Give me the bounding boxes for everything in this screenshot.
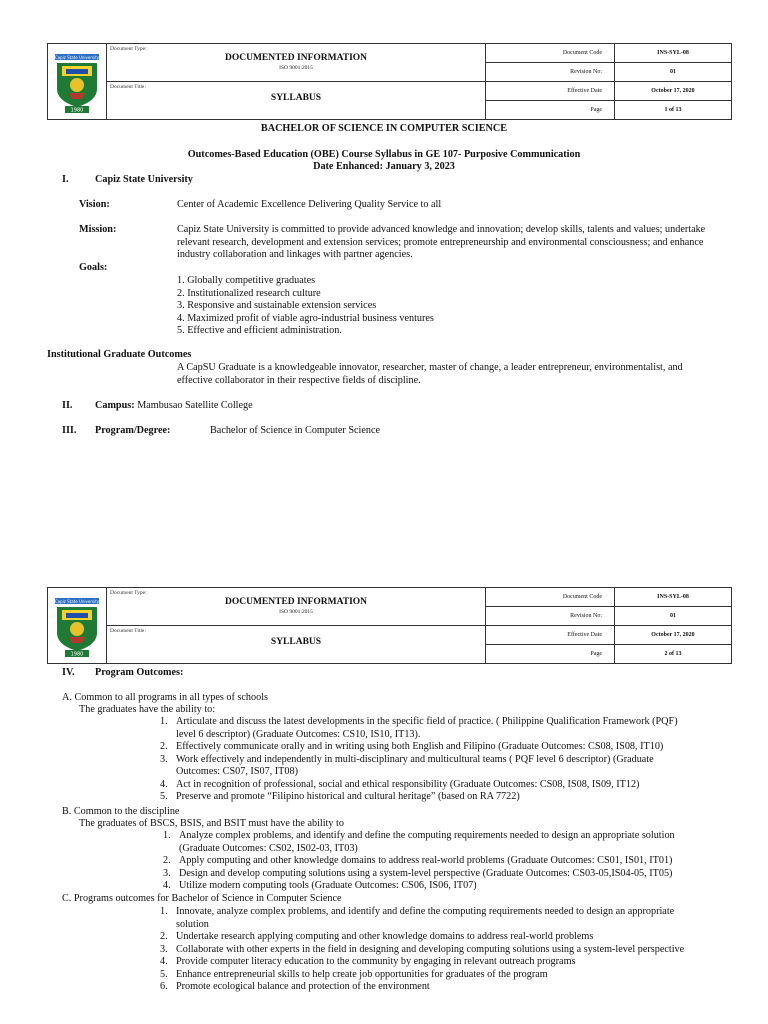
iso-standard: ISO 9001:2015 (279, 64, 313, 71)
outcome-text: level 6 descriptor) (Graduate Outcomes: CS10, IS10, IT13). (176, 728, 421, 740)
outcome-item (160, 944, 684, 957)
igo-line: effective collaborator in their respective fields of discipline. (177, 374, 421, 386)
campus-row (95, 400, 253, 413)
outcome-item (160, 956, 684, 969)
outcome-item (160, 981, 684, 994)
degree-title: BACHELOR OF SCIENCE IN COMPUTER SCIENCE (260, 123, 508, 134)
section-3-number: III. (62, 425, 77, 436)
outcome-number (160, 766, 176, 779)
page-label: Page (486, 101, 615, 120)
outcome-number: 3. (160, 943, 168, 955)
revision-value: 01 (615, 607, 732, 626)
outcome-number (160, 729, 176, 742)
outcome-item (160, 766, 678, 779)
mission-text (177, 224, 705, 262)
goals-label: Goals: (79, 262, 108, 273)
outcome-number: 1. (160, 906, 168, 917)
logo-text: Capiz State University (54, 54, 100, 60)
university-logo (48, 588, 107, 664)
outcome-text: Articulate and discuss the latest developments in the specific field of practice. ( Philippine Qualification Framework (PQF) (176, 716, 678, 727)
goal-item: 2. Institutionalized research culture (177, 287, 321, 299)
outcome-text: Preserve and promote “Filipino historical and cultural heritage” (based on RA 7722) (176, 791, 520, 802)
effective-date-label: Effective Date (486, 626, 615, 645)
section-1-number: I. (62, 174, 69, 185)
doc-code-value: INS-SYL-08 (615, 588, 732, 607)
outcome-number: 4. (163, 880, 171, 891)
mission-line: Capiz State University is committed to provide advanced knowledge and innovation; develop skills, talents and values; undertake (177, 224, 706, 235)
revision-label: Revision No: (486, 63, 615, 82)
syllabus-title: Outcomes-Based Education (OBE) Course Syllabus in GE 107- Purposive Communication (187, 149, 581, 160)
outcome-text: Innovate, analyze complex problems, and identify and define the computing requirements needed to design an appropriate (176, 906, 675, 917)
doc-code-value: INS-SYL-08 (615, 44, 732, 63)
logo-year: 1980 (70, 107, 84, 113)
effective-date-value: October 17, 2020 (615, 82, 732, 101)
outcomes-a-title: A. Common to all programs in all types of schools (62, 692, 268, 703)
doc-code-label: Document Code (486, 588, 615, 607)
outcome-number: 4. (160, 778, 168, 790)
outcome-item (163, 855, 675, 868)
outcomes-c-title: C. Programs outcomes for Bachelor of Science in Computer Science (62, 893, 342, 904)
section-1-title: Capiz State University (95, 174, 193, 185)
doc-type-cell (107, 44, 486, 82)
doc-code-label: Document Code (486, 44, 615, 63)
revision-value: 01 (615, 63, 732, 82)
outcomes-b-intro: The graduates of BSCS, BSIS, and BSIT must have the ability to (79, 818, 344, 829)
outcome-item (163, 880, 675, 893)
institutional-outcomes-label: Institutional Graduate Outcomes (47, 349, 192, 360)
doc-type-label: Document Type: (110, 590, 147, 596)
vision-text: Center of Academic Excellence Delivering Quality Service to all (177, 199, 442, 210)
document-header-page-2 (47, 587, 732, 664)
revision-label: Revision No: (486, 607, 615, 626)
outcome-text: Provide computer literacy education to the community by engaging in relevant outreach programs (176, 956, 576, 967)
page-number: 2 of 13 (615, 645, 732, 664)
outcome-number: 3. (163, 867, 171, 879)
section-2-number: II. (62, 400, 73, 411)
igo-line: A CapSU Graduate is a knowledgeable innovator, researcher, master of change, a leader entrepreneur, environmentalist, and (177, 362, 683, 373)
institutional-outcomes-text (177, 362, 683, 387)
outcome-number: 1. (160, 716, 168, 727)
doc-title: SYLLABUS (270, 637, 322, 647)
outcome-number (160, 919, 176, 932)
outcome-item (160, 969, 684, 982)
outcome-item (163, 868, 675, 881)
outcomes-a-list (160, 716, 678, 804)
goal-item: 3. Responsive and sustainable extension services (177, 300, 377, 311)
outcome-text: Promote ecological balance and protection of the environment (176, 981, 430, 992)
outcome-text: Design and develop computing solutions using a system-level perspective (Graduate Outcomes: CS03-05,IS04-05, IT05) (179, 867, 673, 879)
program-label: Program/Degree: (95, 425, 171, 436)
page-number: 1 of 13 (615, 101, 732, 120)
iso-standard: ISO 9001:2015 (279, 608, 313, 615)
outcome-number: 2. (160, 931, 168, 942)
outcome-number: 2. (160, 741, 168, 752)
page-label: Page (486, 645, 615, 664)
outcome-number: 4. (160, 956, 168, 967)
university-logo (48, 44, 107, 120)
outcome-number: 6. (160, 981, 168, 992)
section-4-title: Program Outcomes: (95, 667, 184, 678)
effective-date-label: Effective Date (486, 82, 615, 101)
outcome-item (160, 919, 684, 932)
outcomes-a-intro: The graduates have the ability to: (79, 704, 216, 715)
doc-title-label: Document Title: (110, 628, 146, 634)
outcome-number: 5. (160, 968, 168, 980)
outcome-text: (Graduate Outcomes: CS02, IS02-03, IT03) (179, 842, 358, 854)
mission-line: relevant research, development and extension services; promote entrepreneurship and environmental consciousness; and enhance (177, 236, 704, 248)
documented-information: DOCUMENTED INFORMATION (224, 53, 368, 63)
outcome-item (163, 830, 675, 843)
outcome-text: Outcomes: CS07, IS07, IT08) (176, 766, 298, 777)
outcomes-c-list (160, 906, 684, 994)
doc-title: SYLLABUS (270, 93, 322, 103)
doc-type-label: Document Type: (110, 46, 147, 52)
outcome-text: Undertake research applying computing and other knowledge domains to address real-world problems (176, 931, 594, 942)
outcome-item (160, 729, 678, 742)
outcome-number: 3. (160, 753, 168, 765)
documented-information: DOCUMENTED INFORMATION (224, 597, 368, 607)
outcome-text: Analyze complex problems, and identify and define the computing requirements needed to design an appropriate solution (179, 830, 675, 841)
outcome-item (160, 716, 678, 729)
date-enhanced: Date Enhanced: January 3, 2023 (313, 161, 455, 172)
outcome-text: Apply computing and other knowledge domains to address real-world problems (Graduate Outcomes: CS01, IS01, IT01) (179, 855, 673, 866)
program-value: Bachelor of Science in Computer Science (210, 425, 381, 436)
effective-date-value: October 17, 2020 (615, 626, 732, 645)
outcome-text: Act in recognition of professional, social and ethical responsibility (Graduate Outcomes: CS08, IS08, IS09, IT12) (176, 778, 640, 790)
outcome-text: Enhance entrepreneurial skills to help create job opportunities for graduates of the program (176, 968, 548, 980)
goal-item: 4. Maximized profit of viable agro-industrial business ventures (177, 312, 434, 324)
outcome-item (160, 779, 678, 792)
outcome-item (163, 843, 675, 856)
outcome-text: Utilize modern computing tools (Graduate Outcomes: CS06, IS06, IT07) (179, 880, 477, 891)
mission-label: Mission: (79, 224, 117, 235)
campus-value: Mambusao Satellite College (137, 400, 253, 411)
outcome-item (160, 906, 684, 919)
outcomes-b-title: B. Common to the discipline (62, 806, 180, 817)
outcome-text: Work effectively and independently in multi-disciplinary and multicultural teams ( PQF level 6 descriptor) (Graduate (176, 753, 654, 765)
goal-item: 5. Effective and efficient administration. (177, 325, 342, 336)
outcome-number (163, 843, 179, 856)
outcome-number: 2. (163, 855, 171, 866)
doc-title-cell (107, 626, 486, 664)
section-4-number: IV. (62, 667, 75, 678)
outcome-text: Effectively communicate orally and in writing using both English and Filipino (Graduate Outcomes: CS08, IS08, IT10) (176, 741, 664, 752)
doc-type-cell (107, 588, 486, 626)
outcome-item (160, 931, 684, 944)
campus-label: Campus: (95, 400, 135, 411)
logo-year: 1980 (70, 651, 84, 657)
goals-list (177, 275, 434, 338)
mission-line: industry collaboration and linkages with partner agencies. (177, 249, 413, 260)
doc-title-label: Document Title: (110, 84, 146, 90)
document-header-page-1 (47, 43, 732, 120)
doc-title-cell (107, 82, 486, 120)
outcome-text: solution (176, 918, 209, 930)
outcomes-b-list (163, 830, 675, 893)
outcome-item (160, 791, 678, 804)
goal-item: 1. Globally competitive graduates (177, 275, 316, 286)
outcome-item (160, 754, 678, 767)
vision-label: Vision: (79, 199, 110, 210)
outcome-number: 1. (163, 830, 171, 841)
outcome-text: Collaborate with other experts in the field in designing and developing computing solutions using a system-level perspective (176, 943, 685, 955)
outcome-item (160, 741, 678, 754)
outcome-number: 5. (160, 791, 168, 802)
logo-text: Capiz State University (54, 598, 100, 604)
